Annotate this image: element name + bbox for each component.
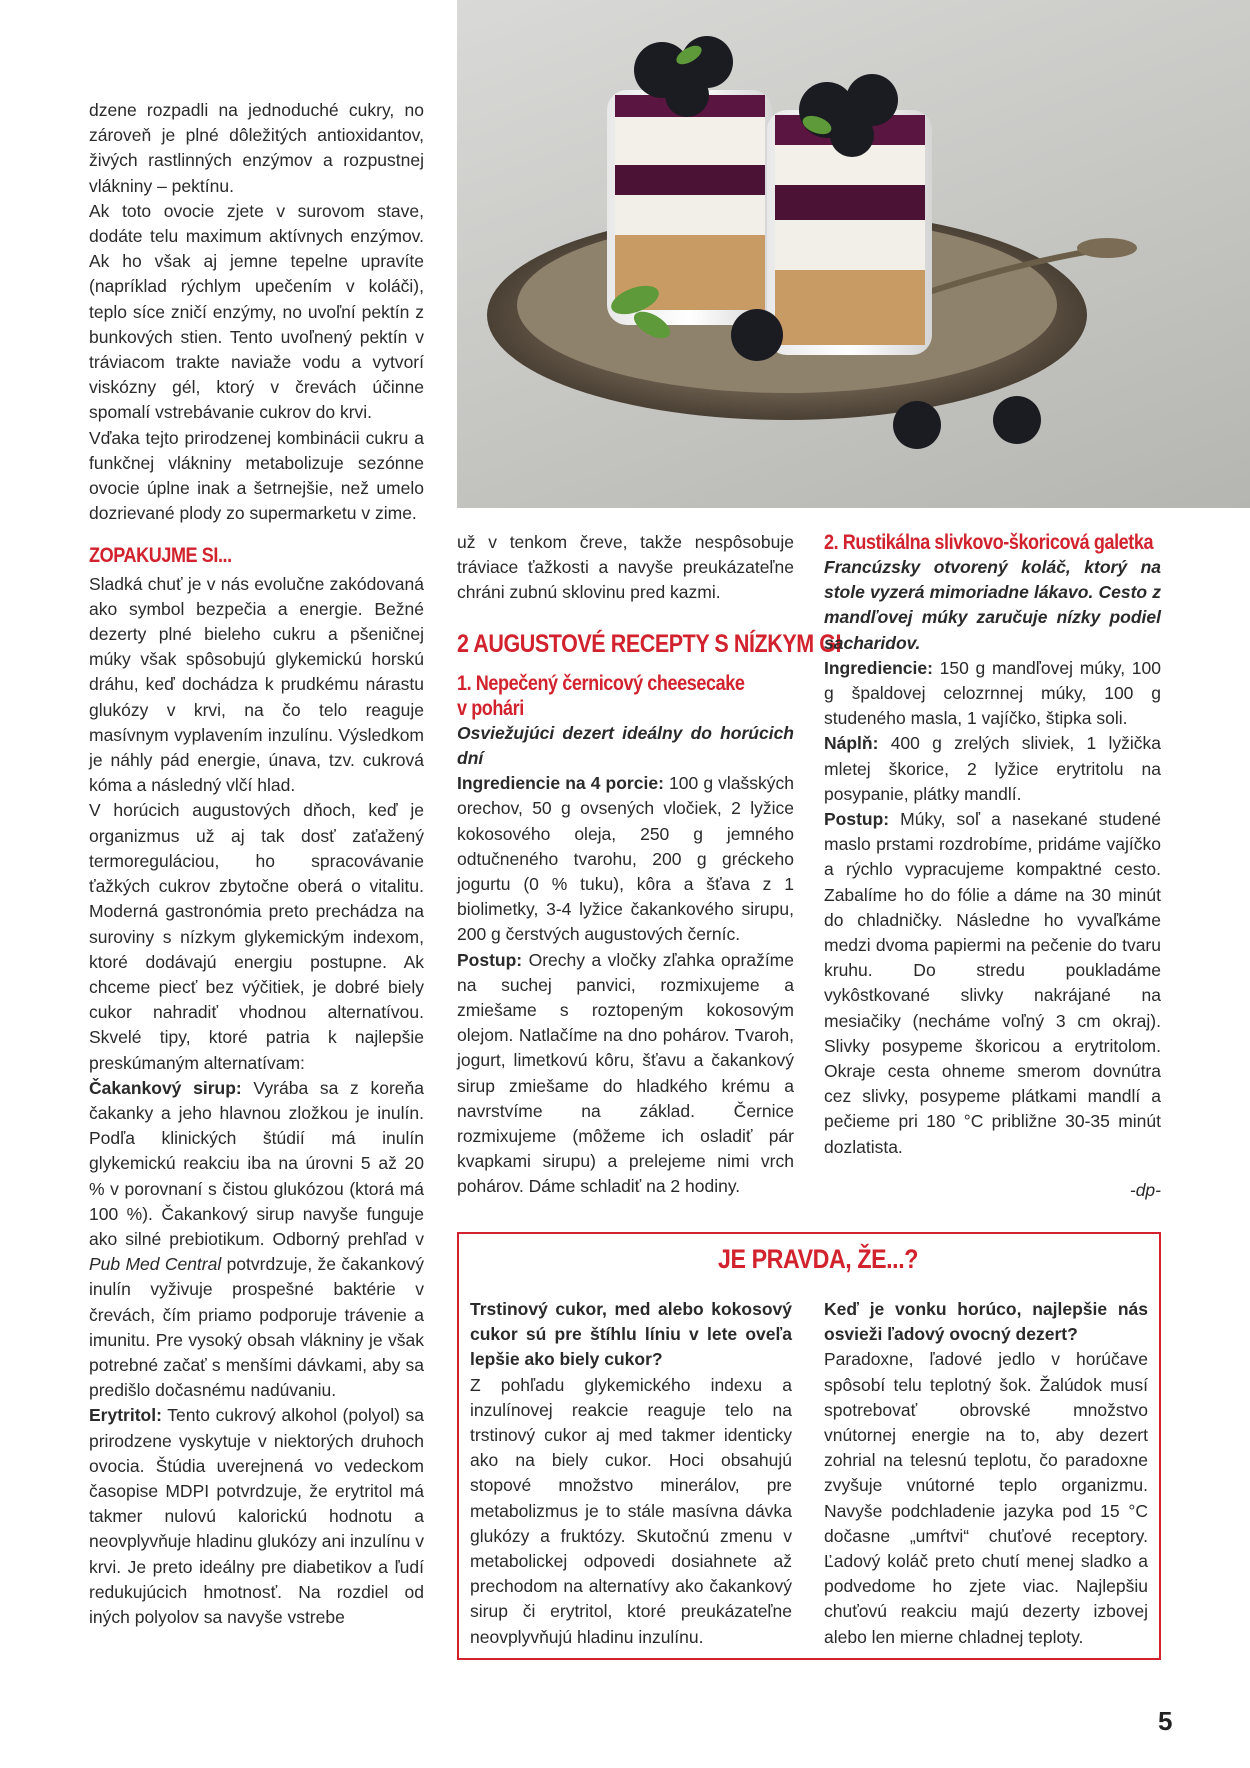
- ingredients-label: Ingrediencie na 4 porcie:: [457, 773, 664, 794]
- ingredients-text: 100 g vlašských orechov, 50 g ovsených vločiek, 2 lyžice kokosového oleja, 250 g jemného odtučneného tvarohu, 200 g gréckeho jogurtu (0 % tuku), kôra a šťava z 1 biolimetky, 3-4 lyžice čakankového sirupu, 200 g čerstvých augustových černíc.: [457, 773, 795, 945]
- filling-label: Náplň:: [824, 733, 879, 754]
- answer: Z pohľadu glykemického indexu a inzulínovej reakcie reaguje telo na trstinový cukor aj med takmer identicky ako na biely cukor. Hoci obsahujú stopové množstvo minerálov, pre metabolizmus je to stále masívna dávka glukózy a fruktózy. Skutočnú zmenu v metabolickej odpovedi dosiahnete až prechodom na alternatívy ako čakankový sirup či erytritol, ktoré preukázateľne neovplyvňujú hladinu inzulínu.: [470, 1374, 792, 1647]
- ingredients: [824, 656, 1161, 732]
- paragraph: V horúcich augustových dňoch, keď je organizmus už aj tak dosť zaťažený termoreguláciou, ho spracovávanie ťažkých cukrov zbytočne oberá o vitalitu. Moderná gastronómia preto prechádza na suroviny s nízkym glykemickým indexom, ktoré dodávajú energiu postupne. Ak chceme piecť bez výčitiek, je dobré biely cukor nahradiť vhodnou alternatívou. Skvelé tipy, ktoré patria k najlepšie preskúmaným alternatívam:: [89, 800, 424, 1073]
- ingredients-label: Ingrediencie:: [824, 657, 933, 678]
- recipes-heading: 2 AUGUSTOVÉ RECEPTY S NÍZKYM GI: [457, 629, 842, 658]
- paragraph: Ak toto ovocie zjete v surovom stave, dodáte telu maximum aktívnych enzýmov. Ak ho však aj jemne tepelne upravíte (napríklad rýchlym upečením v koláči), teplo síce zničí enzýmy, no uvoľní pektín z bunkových stien. Tento uvoľnený pektín v tráviacom trakte naviaže vodu a vytvorí viskózny gél, ktorý v črevách účinne spomalí vstrebávanie cukrov do krvi.: [89, 200, 424, 423]
- paragraph: Sladká chuť je v nás evolučne zakódovaná ako symbol bezpečia a energie. Bežné dezerty plné bieleho cukru a pšeničnej múky však spôsobujú glykemickú horskú dráhu, keď dochádza k prudkému nárastu glukózy v krvi, na čo telo reaguje masívnym vyplavením inzulínu. Výsledkom je náhly pád energie, únava, tzv. cukrová kóma a následný vlčí hlad.: [89, 573, 424, 796]
- fact-box-right: [824, 1297, 1148, 1650]
- filling-text: 400 g zrelých sliviek, 1 lyžička mletej škorice, 2 lyžice erytritolu na posypanie, plátky mandlí.: [824, 733, 1161, 804]
- procedure-label: Postup:: [457, 949, 523, 970]
- procedure-text: Orechy a vločky zľahka opražíme na suchej panvici, rozmixujeme a zmiešame s roztopeným kokosovým olejom. Natlačíme na dno pohárov. Tvaroh, jogurt, limetkovú kôru, šťavu a čakankový sirup zmiešame do hladkého krému a navrstvíme na základ. Černice rozmixujeme (môžeme ich osladiť pár kvapkami sirupu) a prelejeme nimi vrch pohárov. Dáme schladiť na 2 hodiny.: [457, 949, 794, 1197]
- author-signature: -dp-: [1129, 1179, 1161, 1200]
- filling: [824, 731, 1161, 807]
- paragraph: [89, 1403, 424, 1630]
- fact-box-title: JE PRAVDA, ŽE...?: [718, 1244, 918, 1274]
- recipe-subtitle: Osviežujúci dezert ideálny do horúcich dní: [457, 722, 794, 769]
- recipe-title: 1. Nepečený černicový cheesecake: [457, 671, 745, 695]
- recipe-subtitle: Francúzsky otvorený koláč, ktorý na stole vyzerá mimoriadne lákavo. Cesto z mandľovej múky zaručuje nízky podiel sacharidov.: [824, 557, 1161, 653]
- paragraph: dzene rozpadli na jednoduché cukry, no zároveň je plné dôležitých antioxidantov, živých rastlinných enzýmov a rozpustnej vlákniny – pektínu.: [89, 100, 424, 196]
- procedure: [824, 807, 1161, 1160]
- recipe-title-line-2: v pohári: [457, 696, 524, 720]
- term-label: Erytritol:: [89, 1405, 162, 1426]
- ingredients-text: 150 g mandľovej múky, 100 g špaldovej celozrnnej múky, 100 g studeného masla, 1 vajíčko, štipka soli.: [824, 657, 1161, 729]
- procedure-label: Postup:: [824, 809, 890, 830]
- recipe-title: 2. Rustikálna slivkovo-škoricová galetka: [824, 531, 1154, 554]
- paragraph: Vďaka tejto prirodzenej kombinácii cukru a funkčnej vlákniny metabolizuje sezónne ovocie úplne inak a šetrnejšie, než umelo dozrievané plody zo supermarketu v zime.: [89, 427, 424, 524]
- section-heading: ZOPAKUJME SI...: [89, 544, 232, 568]
- page-number: 5: [1158, 1706, 1173, 1736]
- paragraph: už v tenkom čreve, takže nespôsobuje tráviace ťažkosti a navyše preukázateľne chráni zubnú sklovinu pred kazmi.: [457, 532, 794, 603]
- paragraph-text: potvrdzuje, že čakankový inulín vyživuje prospešné baktérie v črevách, čím priamo podporuje trávenie a imunitu. Pre vysoký obsah vlákniny je však potrebné začať s menšími dávkami, aby sa predišlo dočasnému nadúvaniu.: [89, 1254, 424, 1401]
- column-1: [89, 98, 424, 1630]
- ingredients: [457, 771, 794, 947]
- procedure: [457, 948, 794, 1200]
- column-2: [457, 530, 842, 1200]
- dessert-photo: [457, 0, 1250, 508]
- paragraph-text: Vyrába sa z koreňa čakanky a jeho hlavnou zložkou je inulín. Podľa klinických štúdií má inulín glykemickú reakciu iba na úrovni 5 až 20 % v porovnaní s čistou glukózou (ktorá má 100 %). Čakankový sirup navyše funguje ako silné prebiotikum. Odborný prehľad v: [89, 1077, 424, 1249]
- column-3: [824, 530, 1161, 1203]
- blackberry-cheesecake-jars-image: [457, 0, 1250, 508]
- question: Keď je vonku horúco, najlepšie nás osvieži ľadový ovocný dezert?: [824, 1299, 1148, 1345]
- term-label: Čakankový sirup:: [89, 1077, 242, 1098]
- procedure-text: Múky, soľ a nasekané studené maslo prstami rozdrobíme, pridáme vajíčko a rýchlo vypracujeme kompaktné cesto. Zabalíme ho do fólie a dáme na 30 minút do chladničky. Následne ho vyvaľkáme medzi dvoma papiermi na pečenie do tvaru kruhu. Do stredu poukladáme vykôstkované slivky nakrájané na mesiačiky (necháme voľný 3 cm okraj). Slivky posypeme škoricou a erytritolom. Okraje cesta ohneme smerom dovnútra cez slivky, posypeme plátkami mandlí a pečieme pri 180 °C približne 30-35 minút dozlatista.: [824, 809, 1161, 1157]
- fact-box-left: [470, 1297, 792, 1650]
- question: Trstinový cukor, med alebo kokosový cukor sú pre štíhlu líniu v lete oveľa lepšie ako biely cukor?: [470, 1299, 792, 1370]
- source-name: Pub Med Central: [89, 1254, 222, 1275]
- paragraph-text: Tento cukrový alkohol (polyol) sa prirodzene vyskytuje v niektorých druhoch ovocia. Štúdia uverejnená vo vedeckom časopise MDPI potvrdzuje, že erytritol má takmer nulovú kalorickú hodnotu a neovplyvňuje hladinu glukózy ani inzulínu v krvi. Je preto ideálny pre diabetikov a ľudí redukujúcich hmotnosť. Na rozdiel od iných polyolov sa navyše vstrebe: [89, 1405, 424, 1627]
- fact-box: [457, 1232, 1161, 1660]
- paragraph: [89, 1076, 424, 1404]
- answer: Paradoxne, ľadové jedlo v horúčave spôsobí telu teplotný šok. Žalúdok musí spotrebovať obrovské množstvo vnútornej energie na to, aby dezert zohrial na telesnú teplotu, čo paradoxne zvyšuje vnútorné teplo organizmu. Navyše podchladenie jazyka pod 15 °C dočasne „umŕtvi“ chuťové receptory. Ľadový koláč preto chutí menej sladko a podvedome ho zjete viac. Najlepšiu chuťovú reakciu majú dezerty izbovej alebo len mierne chladnej teploty.: [824, 1349, 1148, 1647]
